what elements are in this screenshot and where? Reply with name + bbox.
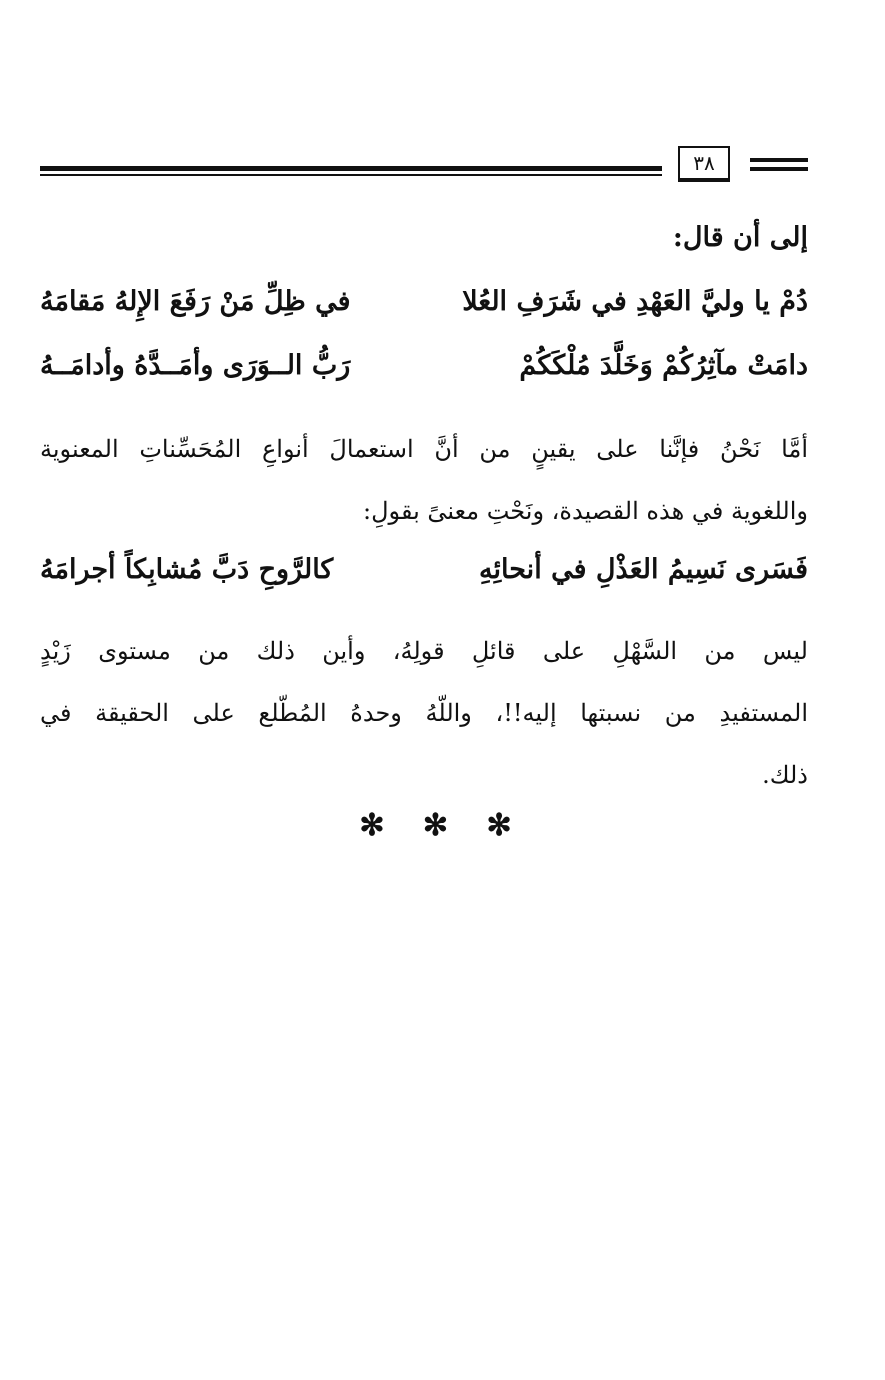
section-separator-stars: ✻ ✻ ✻ [359, 808, 526, 843]
verse-line-1 [40, 286, 808, 334]
paragraph-2-line-1: ليس من السَّهْلِ على قائلِ قولِهُ، وأين ذلك من مستوى زَيْدٍ [40, 637, 808, 665]
page-header [40, 146, 808, 186]
verse-1-first-hemistich: دُمْ يا وليَّ العَهْدِ في شَرَفِ العُلا [462, 286, 808, 317]
verse-line-3 [40, 554, 808, 602]
verse-3-first-hemistich: فَسَرى نَسِيمُ العَذْلِ في أنحائِهِ [479, 554, 808, 585]
paragraph-1-line-1: أمَّا نَحْنُ فإنَّنا على يقينٍ من أنَّ استعمالَ أنواعِ المُحَسِّناتِ المعنوية [40, 435, 808, 463]
intro-text: إلى أن قال: [672, 222, 808, 253]
header-rule-short-bottom [750, 167, 808, 171]
verse-1-second-hemistich: في ظِلِّ مَنْ رَفَعَ الإِلهُ مَقامَهُ [40, 286, 351, 317]
header-rule-thin-line [40, 174, 662, 176]
header-rule-short [750, 158, 808, 172]
paragraph-2-line-3: ذلك. [762, 761, 808, 789]
header-rule-thick-line [40, 166, 662, 171]
paragraph-1 [40, 418, 808, 542]
header-rule-long [40, 166, 662, 177]
paragraph-2-line-2: المستفيدِ من نسبتها إليه!!، واللّهُ وحدهُ المُطّلع على الحقيقة في [40, 699, 808, 727]
verse-line-2 [40, 350, 808, 398]
header-rule-short-top [750, 158, 808, 162]
paragraph-1-line-2: واللغوية في هذه القصيدة، ونَحْتِ معنىً بقولِ: [363, 497, 808, 525]
verse-3-second-hemistich: كالرَّوحِ دَبَّ مُشابِكاً أجرامَهُ [40, 554, 334, 585]
paragraph-2 [40, 620, 808, 806]
verse-2-first-hemistich: دامَتْ مآثِرُكُمْ وَخَلَّدَ مُلْكَكُمْ [519, 350, 808, 381]
verse-2-second-hemistich: رَبُّ الــوَرَى وأمَــدَّهُ وأدامَــهُ [40, 350, 351, 381]
page-number: ٣٨ [678, 146, 730, 182]
